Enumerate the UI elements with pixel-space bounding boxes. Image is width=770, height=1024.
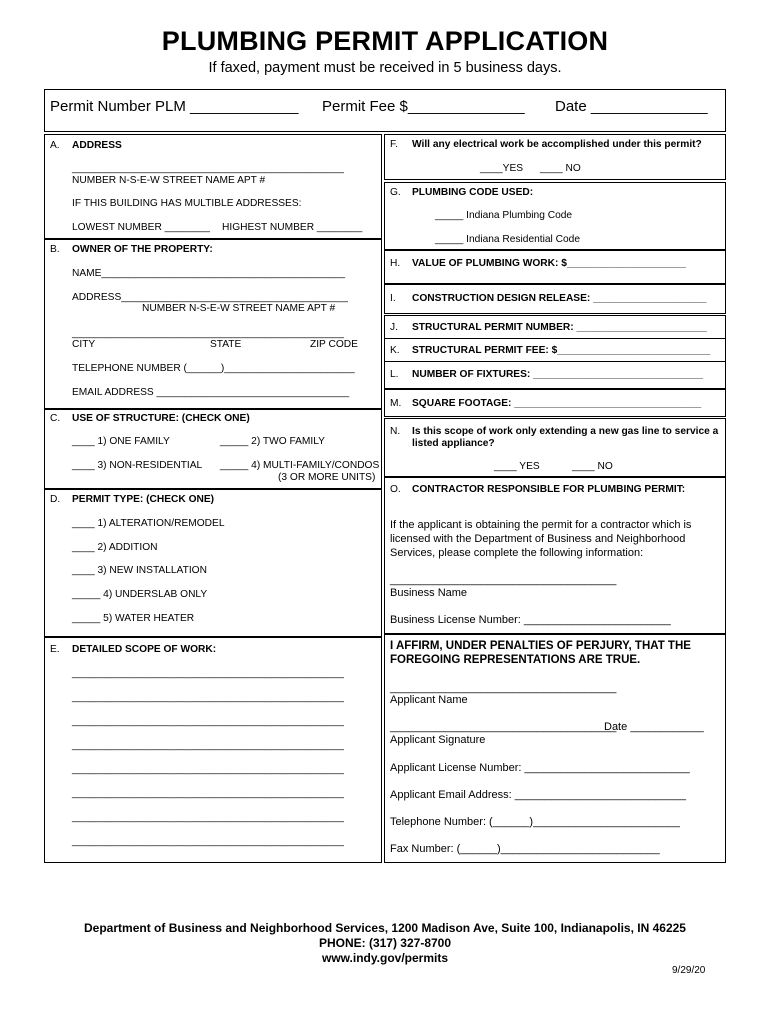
- section-b-label: OWNER OF THE PROPERTY:: [72, 244, 213, 255]
- affirm-box: [384, 634, 726, 863]
- signature-date-field[interactable]: Date ____________: [604, 721, 704, 733]
- section-o-letter: O.: [390, 484, 401, 495]
- section-c-label: USE OF STRUCTURE: (CHECK ONE): [72, 413, 250, 424]
- owner-city-line[interactable]: ________________________________________________: [72, 328, 344, 339]
- use-non-residential[interactable]: ____ 3) NON-RESIDENTIAL: [72, 460, 203, 471]
- section-d-letter: D.: [50, 494, 61, 505]
- electrical-yes[interactable]: ____YES: [480, 163, 524, 174]
- square-footage-field[interactable]: SQUARE FOOTAGE: _________________________________: [412, 398, 702, 409]
- section-g-label: PLUMBING CODE USED:: [412, 187, 534, 198]
- section-a-label: ADDRESS: [72, 140, 122, 151]
- electrical-no[interactable]: ____ NO: [540, 163, 581, 174]
- state-caption: STATE: [210, 339, 242, 350]
- gas-line-yes[interactable]: ____ YES: [494, 461, 540, 472]
- business-name-caption: Business Name: [390, 587, 468, 599]
- section-k-letter: K.: [390, 345, 400, 356]
- applicant-telephone-field[interactable]: Telephone Number: (______)________________________: [390, 816, 680, 828]
- highest-number-field[interactable]: HIGHEST NUMBER ________: [222, 222, 363, 233]
- structural-permit-number-field[interactable]: STRUCTURAL PERMIT NUMBER: _______________________: [412, 322, 707, 333]
- owner-telephone-field[interactable]: TELEPHONE NUMBER (______)_______________________: [72, 363, 355, 374]
- footer-phone: PHONE: (317) 327-8700: [318, 936, 452, 950]
- gas-line-no[interactable]: ____ NO: [572, 461, 613, 472]
- section-o-label: CONTRACTOR RESPONSIBLE FOR PLUMBING PERMIT:: [412, 484, 686, 495]
- owner-email-field[interactable]: EMAIL ADDRESS __________________________________: [72, 387, 350, 398]
- city-caption: CITY: [72, 339, 96, 350]
- multiple-addresses-label: IF THIS BUILDING HAS MULTIBLE ADDRESSES:: [72, 198, 302, 209]
- section-h-letter: H.: [390, 258, 401, 269]
- address-line[interactable]: ________________________________________________: [72, 163, 344, 174]
- section-b-letter: B.: [50, 244, 60, 255]
- section-j-letter: J.: [390, 322, 398, 333]
- applicant-license-field[interactable]: Applicant License Number: ___________________________: [390, 762, 690, 774]
- scope-line[interactable]: ________________________________________________: [72, 788, 344, 799]
- type-water-heater[interactable]: _____ 5) WATER HEATER: [72, 613, 195, 624]
- contractor-instructions-line1: If the applicant is obtaining the permit for a contractor which is: [390, 519, 692, 531]
- scope-line[interactable]: ________________________________________________: [72, 764, 344, 775]
- section-n-letter: N.: [390, 426, 401, 437]
- applicant-name-line[interactable]: _____________________________________: [390, 682, 617, 694]
- permit-number-field[interactable]: Permit Number PLM _____________: [50, 98, 299, 115]
- scope-line[interactable]: ________________________________________________: [72, 812, 344, 823]
- section-f-letter: F.: [390, 139, 398, 150]
- footer-department: Department of Business and Neighborhood Services, 1200 Madison Ave, Suite 100, Indianapolis, IN 46225: [84, 921, 686, 935]
- type-addition[interactable]: ____ 2) ADDITION: [72, 542, 158, 553]
- affirm-line1: I AFFIRM, UNDER PENALTIES OF PERJURY, THAT THE: [390, 640, 691, 652]
- form-title: PLUMBING PERMIT APPLICATION: [161, 26, 609, 56]
- business-name-line[interactable]: _____________________________________: [390, 574, 617, 586]
- section-c-letter: C.: [50, 413, 61, 424]
- scope-line[interactable]: ________________________________________________: [72, 716, 344, 727]
- type-new-installation[interactable]: ____ 3) NEW INSTALLATION: [72, 565, 207, 576]
- form-subtitle: If faxed, payment must be received in 5 business days.: [208, 60, 562, 76]
- section-a-letter: A.: [50, 140, 60, 151]
- use-two-family[interactable]: _____ 2) TWO FAMILY: [220, 436, 325, 447]
- scope-line[interactable]: ________________________________________________: [72, 668, 344, 679]
- fixtures-field[interactable]: NUMBER OF FIXTURES: ______________________________: [412, 369, 704, 380]
- section-i-letter: I.: [390, 293, 396, 304]
- section-b-box: [44, 238, 382, 410]
- contractor-instructions-line2: licensed with the Department of Business and Neighborhood: [390, 533, 686, 545]
- use-multi-family-note: (3 OR MORE UNITS): [278, 472, 376, 483]
- scope-line[interactable]: ________________________________________________: [72, 836, 344, 847]
- section-d-label: PERMIT TYPE: (CHECK ONE): [72, 494, 215, 505]
- structural-permit-fee-field[interactable]: STRUCTURAL PERMIT FEE: $___________________________: [412, 345, 711, 356]
- section-e-label: DETAILED SCOPE OF WORK:: [72, 644, 217, 655]
- footer-website[interactable]: www.indy.gov/permits: [321, 951, 449, 965]
- applicant-signature-line[interactable]: _____________________________________: [390, 721, 617, 733]
- code-indiana-residential[interactable]: _____ Indiana Residential Code: [435, 234, 580, 245]
- contractor-instructions-line3: Services, please complete the following information:: [390, 547, 644, 559]
- scope-line[interactable]: ________________________________________________: [72, 692, 344, 703]
- address-line-caption: NUMBER N-S-E-W STREET NAME APT #: [72, 175, 266, 186]
- permit-fee-field[interactable]: Permit Fee $______________: [322, 98, 525, 115]
- applicant-signature-caption: Applicant Signature: [390, 734, 486, 746]
- affirm-line2: FOREGOING REPRESENTATIONS ARE TRUE.: [390, 654, 641, 666]
- scope-line[interactable]: ________________________________________________: [72, 740, 344, 751]
- applicant-email-field[interactable]: Applicant Email Address: ____________________________: [390, 789, 687, 801]
- section-e-letter: E.: [50, 644, 60, 655]
- zip-caption: ZIP CODE: [310, 339, 358, 350]
- plumbing-value-field[interactable]: VALUE OF PLUMBING WORK: $_____________________: [412, 258, 686, 269]
- section-n-label-line2: listed appliance?: [412, 438, 495, 449]
- type-alteration[interactable]: ____ 1) ALTERATION/REMODEL: [72, 518, 225, 529]
- revision-date: 9/29/20: [672, 965, 706, 976]
- section-g-letter: G.: [390, 187, 401, 198]
- section-l-letter: L.: [390, 369, 399, 380]
- use-multi-family[interactable]: _____ 4) MULTI-FAMILY/CONDOS: [220, 460, 380, 471]
- owner-address-caption: NUMBER N-S-E-W STREET NAME APT #: [142, 303, 336, 314]
- section-f-label: Will any electrical work be accomplished under this permit?: [412, 139, 702, 150]
- design-release-field[interactable]: CONSTRUCTION DESIGN RELEASE: ____________________: [412, 293, 707, 304]
- applicant-fax-field[interactable]: Fax Number: (______)__________________________: [390, 843, 660, 855]
- applicant-name-caption: Applicant Name: [390, 694, 468, 706]
- section-n-label-line1: Is this scope of work only extending a new gas line to service a: [412, 426, 719, 437]
- code-indiana-plumbing[interactable]: _____ Indiana Plumbing Code: [435, 210, 573, 221]
- use-one-family[interactable]: ____ 1) ONE FAMILY: [72, 436, 170, 447]
- type-underslab[interactable]: _____ 4) UNDERSLAB ONLY: [72, 589, 208, 600]
- business-license-field[interactable]: Business License Number: ________________________: [390, 614, 671, 626]
- owner-name-field[interactable]: NAME___________________________________________: [72, 268, 346, 279]
- lowest-number-field[interactable]: LOWEST NUMBER ________: [72, 222, 210, 233]
- section-m-letter: M.: [390, 398, 402, 409]
- date-field[interactable]: Date ______________: [555, 98, 708, 115]
- owner-address-field[interactable]: ADDRESS________________________________________: [72, 292, 348, 303]
